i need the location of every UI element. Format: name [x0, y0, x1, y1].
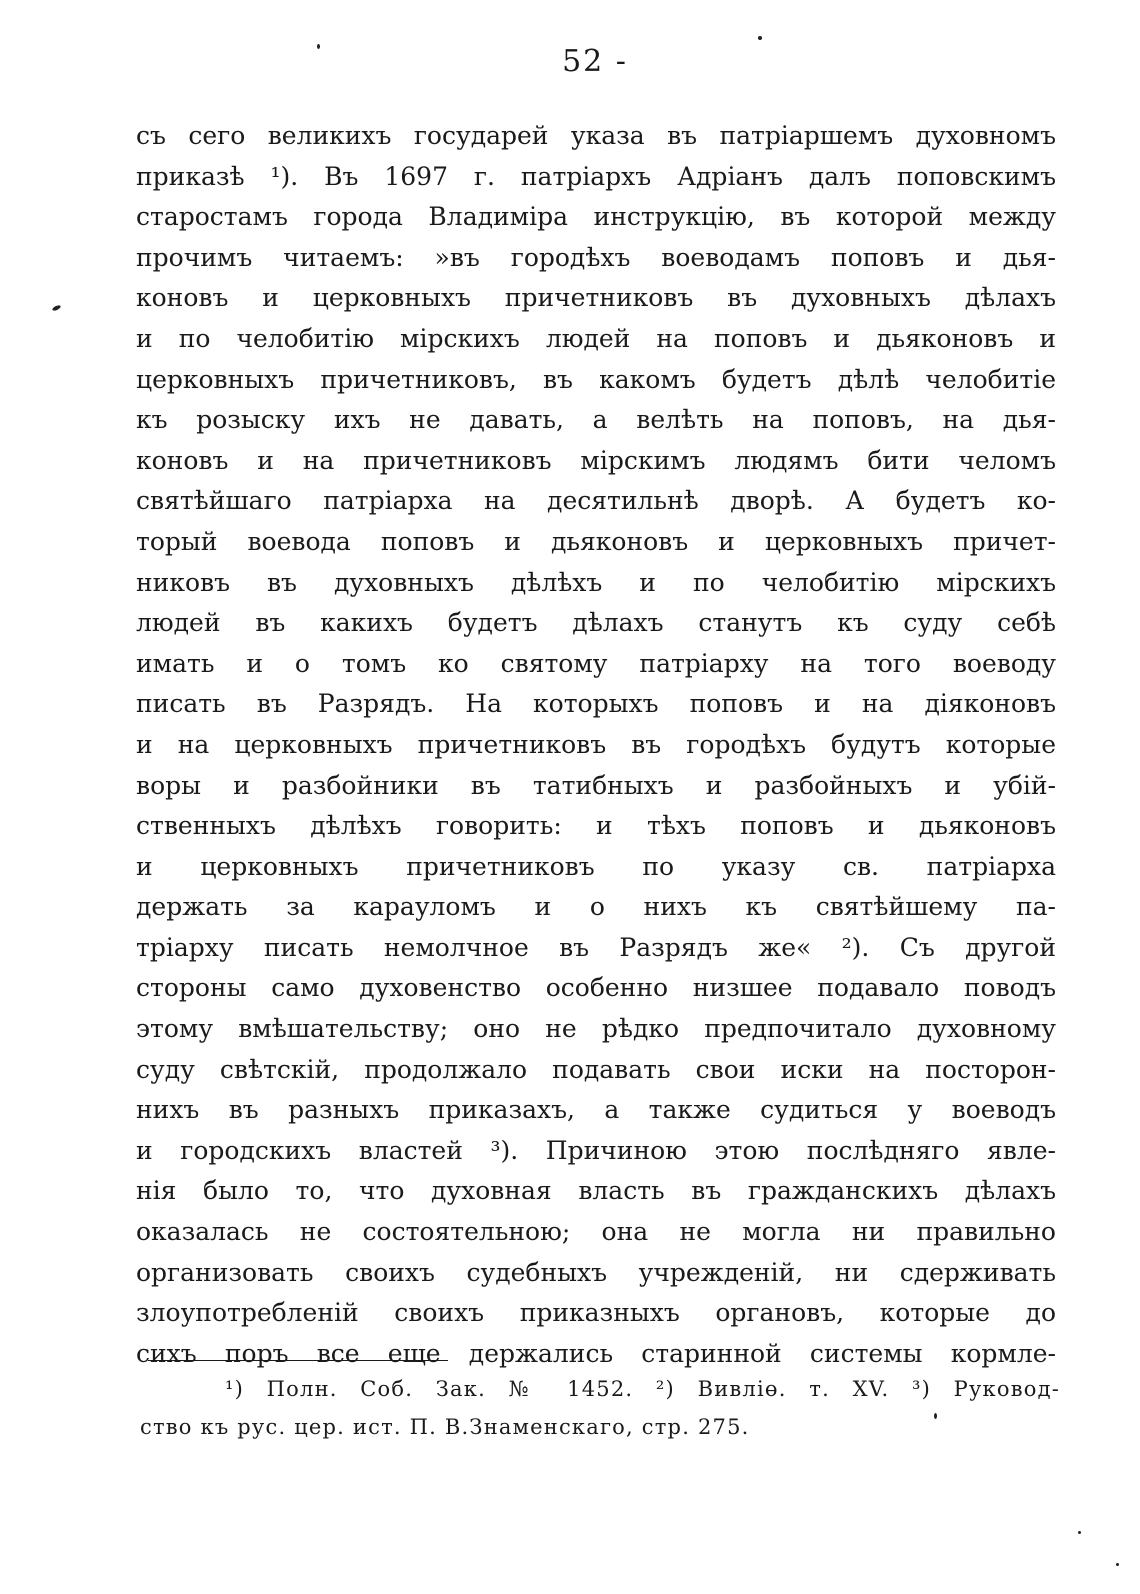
footnote-separator [148, 1360, 448, 1361]
text-line: тріарху писать немолчное въ Разрядъ же« ²). Съ другой [136, 932, 1056, 962]
text-line: и на церковныхъ причетниковъ въ городѣхъ будутъ которые [136, 729, 1056, 759]
text-line: стороны само духовенство особенно низшее подавало поводъ [136, 973, 1056, 1003]
text-line: святѣйшаго патріарха на десятильнѣ дворѣ. А будетъ ко- [136, 486, 1056, 516]
scan-speck [52, 304, 62, 311]
text-line: нія было то, что духовная власть въ гражданскихъ дѣлахъ [136, 1176, 1056, 1206]
text-line: торый воевода поповъ и дьяконовъ и церковныхъ причет- [136, 526, 1056, 556]
footnote-line: ство къ рус. цер. ист. П. В.Знаменскаго, стр. 275. [140, 1415, 750, 1439]
text-line: и по челобитію мірскихъ людей на поповъ и дьяконовъ и [136, 323, 1056, 353]
text-line: оказалась не состоятельною; она не могла ни правильно [136, 1217, 1056, 1247]
scan-speck [758, 36, 762, 40]
text-line: держать за карауломъ и о нихъ къ святѣйшему па- [136, 892, 1056, 922]
scan-speck [1078, 1531, 1081, 1534]
footnotes [140, 1370, 1060, 1446]
text-line: имать и о томъ ко святому патріарху на того воеводу [136, 648, 1056, 678]
text-line: суду свѣтскій, продолжало подавать свои иски на посторон- [136, 1054, 1056, 1084]
footnote-line: ¹) Полн. Соб. Зак. № 1452. ²) Вивліө. т. XV. ³) Руковод- [225, 1377, 1060, 1401]
text-line: и городскихъ властей ³). Причиною этою послѣдняго явле- [136, 1135, 1056, 1165]
scan-speck [1116, 1563, 1119, 1566]
text-line: ственныхъ дѣлѣхъ говорить: и тѣхъ поповъ и дьяконовъ [136, 811, 1056, 841]
text-line: никовъ въ духовныхъ дѣлѣхъ и по челобитію мірскихъ [136, 567, 1056, 597]
scan-speck [317, 44, 320, 49]
text-line: приказѣ ¹). Въ 1697 г. патріархъ Адріанъ далъ поповскимъ [136, 161, 1056, 191]
text-line: организовать своихъ судебныхъ учрежденій, ни сдерживать [136, 1257, 1056, 1287]
text-line: воры и разбойники въ татибныхъ и разбойныхъ и убій- [136, 770, 1056, 800]
scan-speck [934, 1413, 937, 1419]
page-number: 52 - [562, 44, 628, 79]
text-line: людей въ какихъ будетъ дѣлахъ станутъ къ суду себѣ [136, 608, 1056, 638]
text-line: къ розыску ихъ не давать, а велѣть на поповъ, на дья- [136, 405, 1056, 435]
text-line: нихъ въ разныхъ приказахъ, а также судиться у воеводъ [136, 1095, 1056, 1125]
text-line: прочимъ читаемъ: »въ городѣхъ воеводамъ поповъ и дья- [136, 242, 1056, 272]
text-line: писать въ Разрядъ. На которыхъ поповъ и на діяконовъ [136, 689, 1056, 719]
text-line: церковныхъ причетниковъ, въ какомъ будетъ дѣлѣ челобитіе [136, 364, 1056, 394]
body-text [136, 116, 1056, 1374]
text-line: старостамъ города Владиміра инструкцію, въ которой между [136, 202, 1056, 232]
text-line: коновъ и на причетниковъ мірскимъ людямъ бити челомъ [136, 445, 1056, 475]
text-line: сихъ поръ все еще держались старинной системы кормле- [136, 1338, 1056, 1368]
text-line: и церковныхъ причетниковъ по указу св. патріарха [136, 851, 1056, 881]
text-line: коновъ и церковныхъ причетниковъ въ духовныхъ дѣлахъ [136, 283, 1056, 313]
text-line: съ сего великихъ государей указа въ патріаршемъ духовномъ [136, 121, 1056, 150]
text-line: злоупотребленій своихъ приказныхъ органовъ, которые до [136, 1298, 1056, 1328]
text-line: этому вмѣшательству; оно не рѣдко предпочитало духовному [136, 1014, 1056, 1044]
